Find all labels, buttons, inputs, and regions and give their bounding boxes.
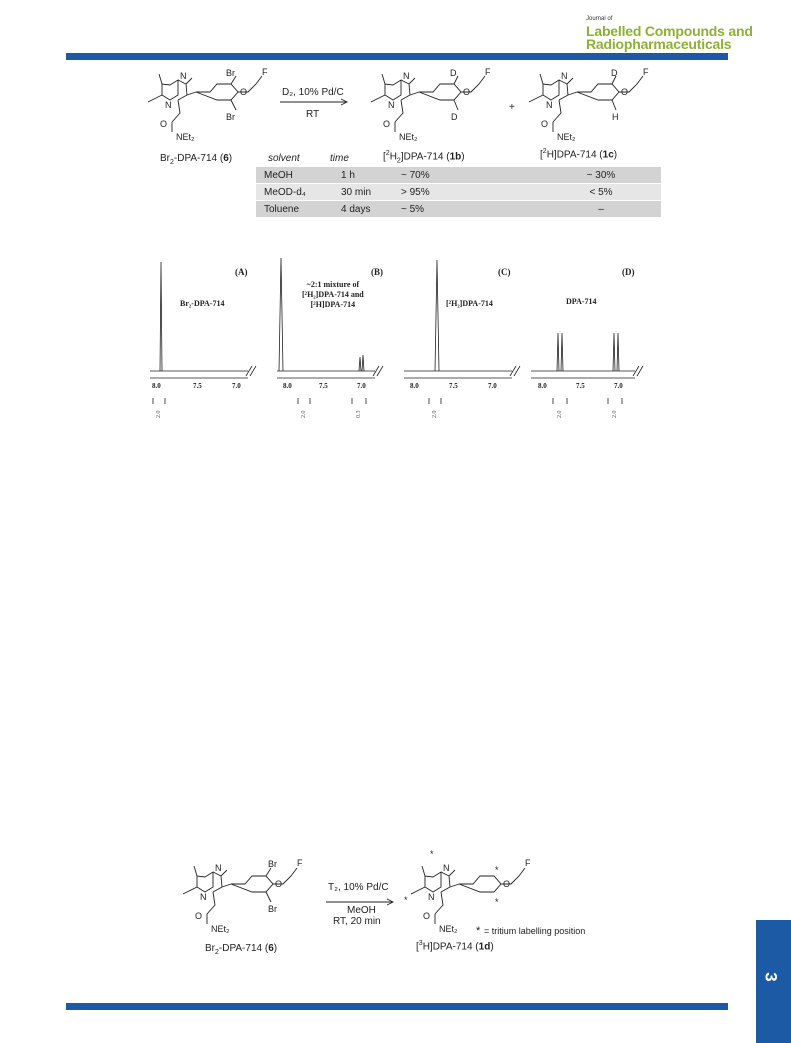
atom-n: N xyxy=(215,863,222,873)
tick-label: 8.0 xyxy=(152,382,161,390)
atom-o: O xyxy=(621,87,629,97)
atom-f: F xyxy=(485,67,491,77)
product2-compound-label: [$^2$H]DPA-714 (1c) xyxy=(540,148,618,161)
tick-label: 7.5 xyxy=(449,382,458,390)
atom-n: N xyxy=(403,71,410,81)
page-number: 3 xyxy=(761,972,781,982)
atom-o: O xyxy=(463,87,471,97)
tritium-star-legend: * xyxy=(476,925,481,937)
tick-label: 8.0 xyxy=(538,382,547,390)
atom-f: F xyxy=(297,858,303,868)
tick-label: 7.5 xyxy=(319,382,328,390)
atom-o: O xyxy=(503,879,511,889)
integral-value: 2.0 xyxy=(156,410,162,418)
atom-o: O xyxy=(195,911,203,921)
spectrum-a-letter: (A) xyxy=(235,267,248,277)
reagent-top: T₂, 10% Pd/C xyxy=(328,882,389,893)
atom-br-bottom: Br xyxy=(226,112,235,122)
atom-o: O xyxy=(240,87,248,97)
tick-label: 8.0 xyxy=(410,382,419,390)
tritium-star: * xyxy=(430,849,434,859)
integral-value: 2.0 xyxy=(612,410,618,418)
atom-n: N xyxy=(200,892,207,902)
footer-rule xyxy=(66,1003,728,1010)
atom-o: O xyxy=(383,119,391,129)
integral-value: 2.0 xyxy=(301,410,307,418)
atom-n: N xyxy=(165,100,172,110)
atom-d-top: D xyxy=(611,68,618,78)
product1-compound-label: $[^2H_2]DPA-714$ (1b) xyxy=(383,150,465,165)
atom-net2: NEt₂ xyxy=(211,924,230,934)
spectrum-b-title: ~2:1 mixture of [²H₂]DPA-714 and [²H]DPA-714 xyxy=(302,280,364,309)
tritiated-compound-label: [$^3$H]DPA-714 (1d) xyxy=(416,940,494,953)
atom-br-top: Br xyxy=(268,859,277,869)
table-row: MeOH 1 h ~ 70% ~ 30% xyxy=(256,167,661,183)
atom-n: N xyxy=(546,100,553,110)
journal-of-label: Journal of xyxy=(586,16,613,22)
tritium-star: * xyxy=(495,865,499,875)
atom-o: O xyxy=(541,119,549,129)
tritium-star: * xyxy=(495,897,499,907)
tick-label: 7.0 xyxy=(488,382,497,390)
atom-br-bottom: Br xyxy=(268,904,277,914)
atom-o: O xyxy=(160,119,168,129)
atom-o: O xyxy=(275,879,283,889)
spectrum-a-title: Br₂-DPA-714 xyxy=(180,299,225,308)
start-compound-label: $Br_2-DPA-714$ (6) xyxy=(160,153,233,166)
atom-h-bottom: H xyxy=(612,112,619,122)
atom-n: N xyxy=(428,892,435,902)
spectrum-c-title: [²H₂]DPA-714 xyxy=(446,299,493,308)
spectrum-b-letter: (B) xyxy=(371,267,383,277)
header-time: time xyxy=(330,153,349,164)
atom-br-top: Br xyxy=(226,68,235,78)
spectrum-d-letter: (D) xyxy=(622,267,635,277)
atom-o: O xyxy=(423,911,431,921)
reagent-bottom: RT xyxy=(306,109,320,120)
reagent-mid: MeOH xyxy=(347,905,376,916)
atom-f: F xyxy=(262,67,268,77)
spectrum-d-title: DPA-714 xyxy=(566,297,597,306)
tick-label: 7.0 xyxy=(614,382,623,390)
atom-f: F xyxy=(643,67,649,77)
tritium-star: * xyxy=(404,895,408,905)
atom-d-bottom: D xyxy=(451,112,458,122)
atom-net2: NEt₂ xyxy=(439,924,458,934)
atom-net2: NEt₂ xyxy=(399,132,418,142)
plus-sign: + xyxy=(509,102,515,113)
tick-label: 8.0 xyxy=(283,382,292,390)
atom-net2: NEt₂ xyxy=(176,132,195,142)
reagent-top: D₂, 10% Pd/C xyxy=(282,87,344,98)
atom-d-top: D xyxy=(450,68,457,78)
integral-value: 2.0 xyxy=(557,410,563,418)
tick-label: 7.0 xyxy=(232,382,241,390)
atom-n: N xyxy=(561,71,568,81)
integral-value: 0.3 xyxy=(356,410,362,418)
footnote: = tritium labelling position xyxy=(484,926,586,936)
tick-label: 7.5 xyxy=(576,382,585,390)
tick-label: 7.5 xyxy=(193,382,202,390)
table-row: MeOD-d₄ 30 min > 95% < 5% xyxy=(256,184,661,200)
reagent-bottom: RT, 20 min xyxy=(333,916,381,927)
journal-title-line2: Radiopharmaceuticals xyxy=(586,36,732,52)
journal-title-line1: Labelled Compounds and xyxy=(586,23,753,39)
atom-n: N xyxy=(443,863,450,873)
table-row: Toluene 4 days ~ 5% – xyxy=(256,201,661,217)
atom-net2: NEt₂ xyxy=(557,132,576,142)
atom-f: F xyxy=(525,858,531,868)
atom-n: N xyxy=(180,71,187,81)
atom-n: N xyxy=(388,100,395,110)
integral-value: 2.0 xyxy=(432,410,438,418)
header-solvent: solvent xyxy=(268,153,300,164)
spectrum-c-letter: (C) xyxy=(498,267,511,277)
tick-label: 7.0 xyxy=(357,382,366,390)
start-compound-label-2: $Br_2-DPA-714$ (6) xyxy=(205,943,278,956)
